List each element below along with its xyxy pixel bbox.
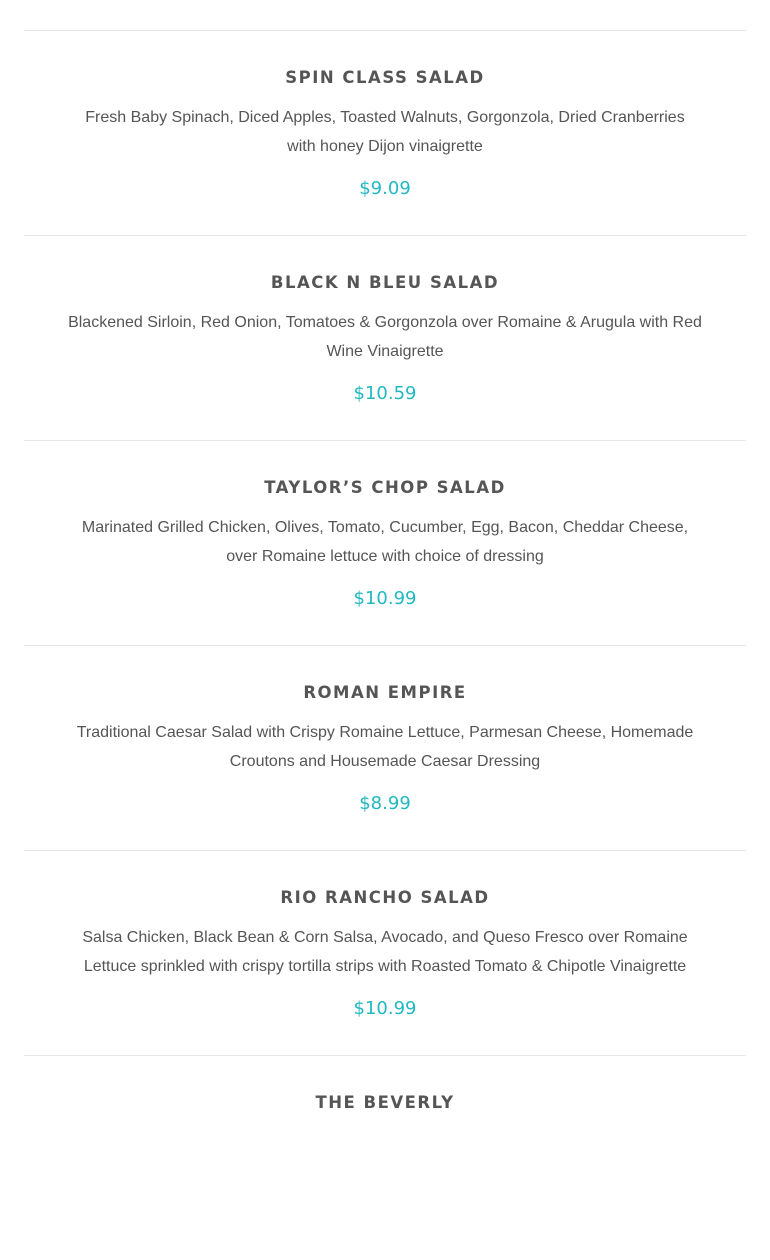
menu-item-roman-empire (24, 645, 746, 850)
item-description: Traditional Caesar Salad with Crispy Romaine Lettuce, Parmesan Cheese, Homemade Croutons and Housemade Caesar Dressing (76, 724, 694, 770)
item-name: SPIN CLASS SALAD (285, 68, 485, 87)
menu-item-the-beverly (24, 1055, 746, 1260)
item-name: TAYLOR’S CHOP SALAD (264, 478, 506, 497)
item-price: $10.59 (353, 383, 417, 404)
item-description: Salsa Chicken, Black Bean & Corn Salsa, Avocado, and Queso Fresco over Romaine Lettuce sprinkled with crispy tortilla strips with Roasted Tomato & Chipotle Vinaigrette (82, 929, 688, 975)
menu-item-rio-rancho-salad (24, 850, 746, 1055)
item-price: $10.99 (353, 588, 417, 609)
item-price: $9.09 (359, 178, 411, 199)
menu-item-black-n-bleu-salad (24, 235, 746, 440)
item-description: Marinated Grilled Chicken, Olives, Tomato, Cucumber, Egg, Bacon, Cheddar Cheese, over Romaine lettuce with choice of dressing (81, 519, 689, 565)
item-name: BLACK N BLEU SALAD (270, 273, 500, 292)
menu-item-taylors-chop-salad (24, 440, 746, 645)
item-price: $10.99 (353, 998, 417, 1019)
item-price: $8.99 (359, 793, 411, 814)
item-description: Blackened Sirloin, Red Onion, Tomatoes & Gorgonzola over Romaine & Arugula with Red Wine Vinaigrette (68, 314, 702, 360)
item-description: Fresh Baby Spinach, Diced Apples, Toasted Walnuts, Gorgonzola, Dried Cranberries with honey Dijon vinaigrette (85, 109, 685, 155)
menu-item-spin-class-salad (24, 30, 746, 235)
item-name: RIO RANCHO SALAD (280, 888, 490, 907)
salad-menu (24, 30, 746, 1260)
item-name: THE BEVERLY (315, 1093, 455, 1112)
item-name: ROMAN EMPIRE (303, 683, 467, 702)
